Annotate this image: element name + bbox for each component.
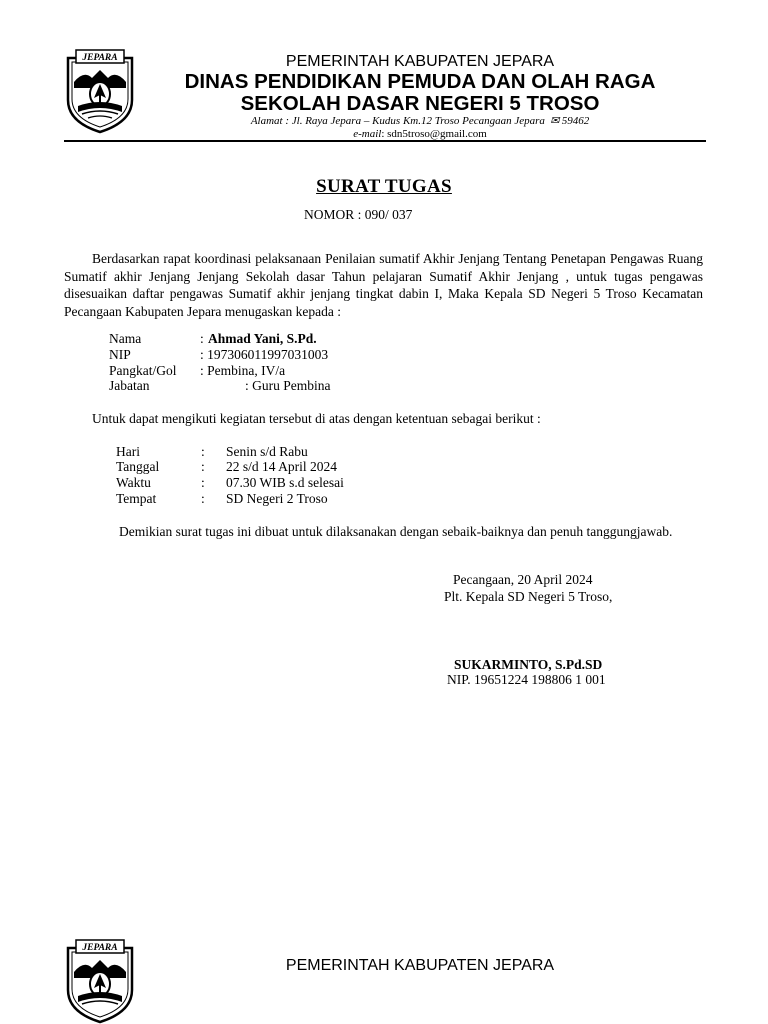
schedule-place-label: Tempat	[116, 491, 157, 506]
email-value: : sdn5troso@gmail.com	[381, 128, 487, 140]
address-text: Alamat : Jl. Raya Jepara – Kudus Km.12 Troso Pecangaan Jepara	[250, 115, 545, 127]
government-name: PEMERINTAH KABUPATEN JEPARA	[285, 53, 555, 70]
school-name: SEKOLAH DASAR NEGERI 5 TROSO	[240, 92, 600, 115]
schedule-time-label: Waktu	[116, 475, 151, 490]
schedule-day-sep: :	[201, 444, 205, 459]
signatory-role: Plt. Kepala SD Negeri 5 Troso,	[444, 589, 613, 604]
schedule-day-label: Hari	[116, 444, 140, 459]
rank-label: Pangkat/Gol	[109, 363, 177, 378]
place-date: Pecangaan, 20 April 2024	[453, 572, 593, 587]
nip-label: NIP	[109, 347, 131, 362]
document-number: NOMOR : 090/ 037	[304, 207, 413, 222]
svg-text:JEPARA: JEPARA	[82, 943, 118, 953]
closing-paragraph: Demikian surat tugas ini dibuat untuk dilaksanakan dengan sebaik-baiknya dan penuh tanggungjawab.	[119, 524, 673, 539]
department-name: DINAS PENDIDIKAN PEMUDA DAN OLAH RAGA	[184, 70, 656, 93]
footer-letterhead	[120, 956, 720, 975]
schedule-time-value: 07.30 WIB s.d selesai	[226, 475, 344, 490]
schedule-place-value: SD Negeri 2 Troso	[226, 491, 328, 506]
postal-code: 59462	[561, 115, 590, 127]
schedule-day-value: Senin s/d Rabu	[226, 444, 308, 459]
letterhead-divider	[64, 140, 706, 142]
email-label: e-mail	[353, 128, 382, 140]
position-label: Jabatan	[109, 378, 150, 393]
schedule-date-value: 22 s/d 14 April 2024	[226, 459, 338, 474]
position-value: : Guru Pembina	[245, 378, 331, 393]
signatory-name: SUKARMINTO, S.Pd.SD	[454, 657, 603, 672]
phone-icon: ✉	[550, 115, 560, 127]
schedule-date-sep: :	[201, 459, 205, 474]
footer-emblem-logo	[64, 938, 136, 1024]
svg-text:JEPARA: JEPARA	[82, 53, 118, 63]
document-title: SURAT TUGAS	[316, 176, 452, 197]
nip-value: : 197306011997031003	[200, 347, 329, 362]
instruction-text: Untuk dapat mengikuti kegiatan tersebut di atas dengan ketentuan sebagai berikut :	[92, 411, 541, 426]
letterhead	[120, 52, 720, 141]
opening-paragraph: Berdasarkan rapat koordinasi pelaksanaan Penilaian sumatif Akhir Jenjang Tentang Penetapan Pengawas Ruang Sumatif akhir Jenjang Jenjang Sekolah dasar Tahun pelajaran Sumatif Akhir Jenjang , untuk tugas pengawas disesuaikan daftar pengawas Sumatif akhir jenjang tingkat dabin I, Maka Kepala SD Negeri 5 Troso Kecamatan Pecangaan Kabupaten Jepara menugaskan kepada :	[64, 251, 703, 319]
school-address	[120, 115, 720, 128]
name-label: Nama	[109, 331, 142, 346]
footer-government-name: PEMERINTAH KABUPATEN JEPARA	[285, 957, 555, 974]
rank-value: : Pembina, IV/a	[200, 363, 286, 378]
schedule-place-sep: :	[201, 491, 205, 506]
name-separator: :	[200, 331, 204, 346]
schedule-date-label: Tanggal	[116, 459, 160, 474]
schedule-time-sep: :	[201, 475, 205, 490]
assignee-name: Ahmad Yani, S.Pd.	[208, 331, 317, 346]
signatory-nip: NIP. 19651224 198806 1 001	[447, 672, 606, 687]
